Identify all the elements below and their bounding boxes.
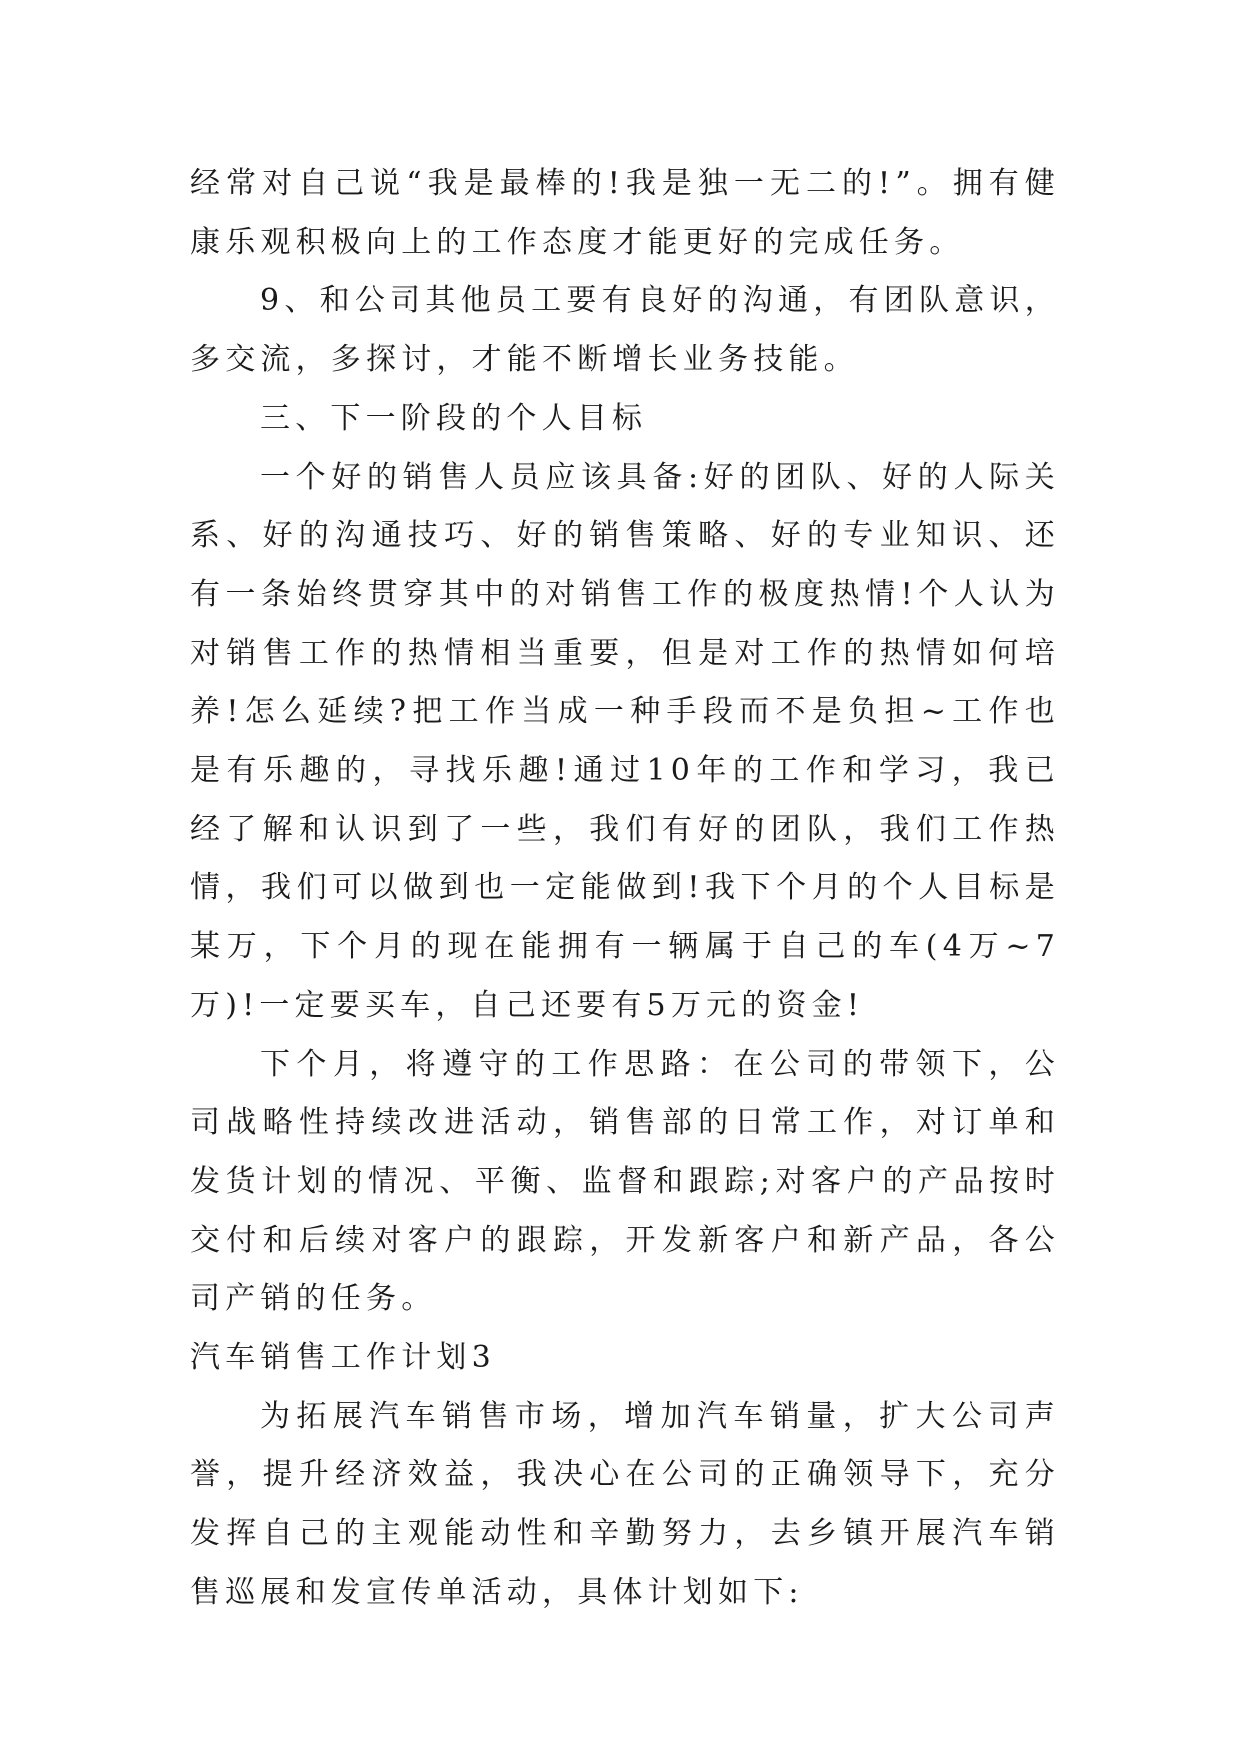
paragraph-good-salesperson: 一个好的销售人员应该具备:好的团队、好的人际关系、好的沟通技巧、好的销售策略、好的专业知识、还有一条始终贯穿其中的对销售工作的极度热情!个人认为对销售工作的热情相当重要，但是对工作的热情如何培养!怎么延续?把工作当成一种手段而不是负担~工作也是有乐趣的，寻找乐趣!通过10年的工作和学习，我已经了解和认识到了一些，我们有好的团队，我们工作热情，我们可以做到也一定能做到!我下个月的个人目标是某万，下个月的现在能拥有一辆属于自己的车(4万~7万)!一定要买车，自己还要有5万元的资金! [190, 459, 1060, 1023]
paragraph-plan-3-intro: 为拓展汽车销售市场，增加汽车销量，扩大公司声誉，提升经济效益，我决心在公司的正确领导下，充分发挥自己的主观能动性和辛勤努力，去乡镇开展汽车销售巡展和发宣传单活动，具体计划如下: [190, 1398, 1060, 1610]
paragraph-work-approach: 下个月，将遵守的工作思路：在公司的带领下，公司战略性持续改进活动，销售部的日常工作，对订单和发货计划的情况、平衡、监督和跟踪;对客户的产品按时交付和后续对客户的跟踪，开发新客户和新产品，各公司产销的任务。 [190, 1046, 1060, 1317]
section-heading-personal-goals: 三、下一阶段的个人目标 [260, 400, 648, 436]
paragraph-item-9-communication: 9、和公司其他员工要有良好的沟通，有团队意识，多交流，多探讨，才能不断增长业务技能。 [190, 283, 1060, 378]
document-title-plan-3: 汽车销售工作计划3 [190, 1340, 496, 1376]
document-page [190, 155, 1060, 1623]
paragraph-attitude: 经常对自己说“我是最棒的!我是独一无二的!”。拥有健康乐观积极向上的工作态度才能更好的完成任务。 [190, 166, 1060, 260]
